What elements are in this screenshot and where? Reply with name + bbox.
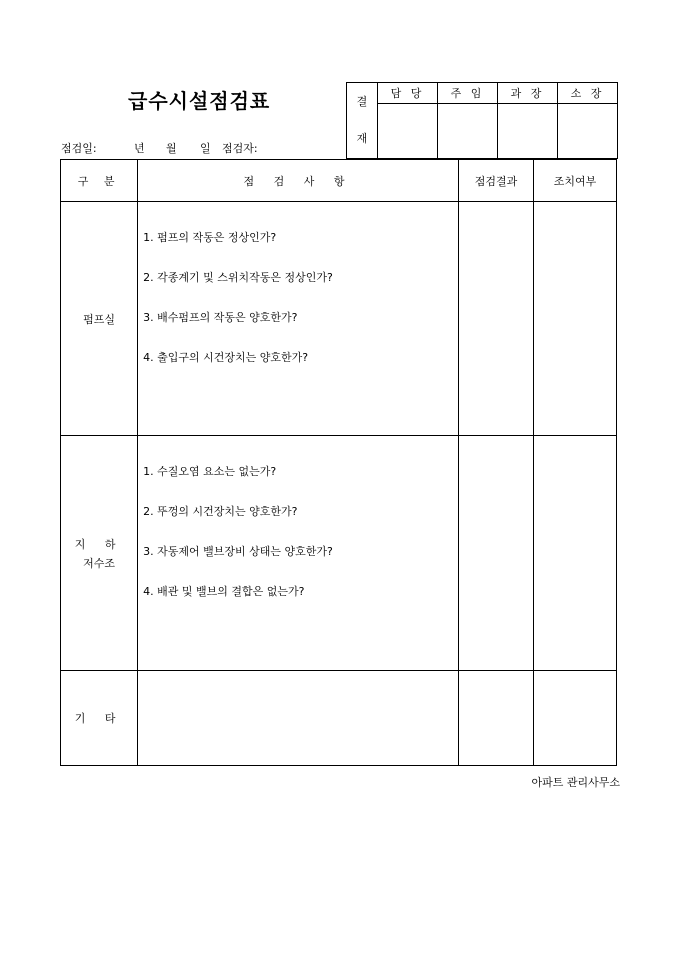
signature-field-chief[interactable] [438, 104, 498, 159]
category-underground-line2: 저수조 [83, 556, 116, 570]
table-row [61, 671, 617, 766]
inspection-table [60, 159, 617, 766]
check-item: 1. 수질오염 요소는 없는가? [143, 465, 277, 478]
approval-box [346, 82, 618, 159]
category-underground-line1: 지 하 [74, 537, 124, 551]
result-field-underground-tank[interactable] [458, 436, 533, 671]
header-category: 구 분 [61, 160, 138, 202]
check-items-other[interactable] [138, 671, 459, 766]
category-underground-tank [61, 436, 138, 671]
signature-field-director[interactable] [558, 104, 618, 159]
action-field-underground-tank[interactable] [534, 436, 617, 671]
check-items-underground-tank [138, 436, 459, 671]
check-item: 4. 출입구의 시건장치는 양호한가? [143, 351, 309, 364]
approval-gyeol: 결 [356, 94, 368, 108]
header-items: 점 검 사 항 [138, 160, 459, 202]
check-item: 4. 배관 및 밸브의 결합은 없는가? [143, 585, 305, 598]
table-header-row [61, 160, 617, 202]
action-field-other[interactable] [534, 671, 617, 766]
category-other: 기 타 [61, 671, 138, 766]
month-label: 월 [166, 142, 177, 155]
form-title: 급수시설점검표 [128, 89, 271, 113]
inspection-date-label: 점검일: [61, 142, 97, 155]
action-field-pump-room[interactable] [534, 202, 617, 436]
check-items-pump-room [138, 202, 459, 436]
inspector-label: 점검자: [222, 142, 258, 155]
header-action: 조치여부 [534, 160, 617, 202]
approval-role-director: 소 장 [558, 83, 618, 104]
header-result: 점검결과 [458, 160, 533, 202]
category-pump-room: 펌프실 [61, 202, 138, 436]
day-label: 일 [200, 142, 211, 155]
approval-role-staff: 담 당 [378, 83, 438, 104]
check-item: 3. 배수펌프의 작동은 양호한가? [143, 311, 298, 324]
result-field-other[interactable] [458, 671, 533, 766]
approval-role-chief: 주 임 [438, 83, 498, 104]
table-row [61, 436, 617, 671]
year-label: 년 [134, 142, 145, 155]
table-row [61, 202, 617, 436]
check-item: 1. 펌프의 작동은 정상인가? [143, 231, 277, 244]
approval-role-manager: 과 장 [498, 83, 558, 104]
signature-field-manager[interactable] [498, 104, 558, 159]
check-item: 2. 뚜껑의 시건장치는 양호한가? [143, 505, 298, 518]
check-item: 2. 각종계기 및 스위치작동은 정상인가? [143, 271, 333, 284]
signature-field-staff[interactable] [378, 104, 438, 159]
check-item: 3. 자동제어 밸브장비 상태는 양호한가? [143, 545, 333, 558]
approval-label-cell [347, 83, 378, 159]
approval-jae: 재 [356, 131, 368, 145]
result-field-pump-room[interactable] [458, 202, 533, 436]
footer-office-name: 아파트 관리사무소 [531, 776, 620, 789]
